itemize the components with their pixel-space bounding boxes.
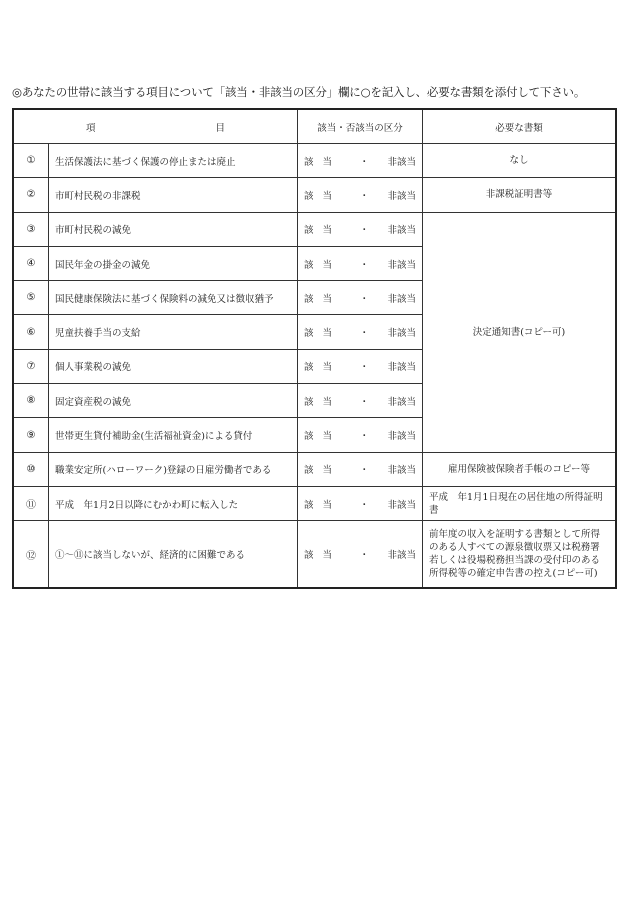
option-not-applicable[interactable]: 非該当 (387, 259, 416, 271)
option-separator: ・ (359, 259, 369, 271)
option-applicable[interactable]: 該当 (304, 156, 342, 168)
option-applicable[interactable]: 該当 (304, 499, 342, 511)
classification-choice[interactable] (298, 246, 423, 280)
row-item: 平成 年1月2日以降にむかわ町に転入した (49, 486, 298, 520)
row-number: ⑫ (13, 521, 49, 588)
classification-choice[interactable] (298, 486, 423, 520)
row-item: 固定資産税の減免 (49, 384, 298, 418)
option-separator: ・ (359, 396, 369, 408)
row-number: ⑨ (13, 418, 49, 452)
option-not-applicable[interactable]: 非該当 (387, 465, 416, 477)
row-number: ③ (13, 212, 49, 246)
option-not-applicable[interactable]: 非該当 (387, 431, 416, 443)
table-row (13, 178, 616, 212)
row-number: ② (13, 178, 49, 212)
instruction-text: ◎あなたの世帯に該当する項目について「該当・非該当の区分」欄に○を記入し、必要な書類を添付して下さい。 (12, 85, 586, 99)
row-item: 国民年金の掛金の減免 (49, 246, 298, 280)
option-applicable[interactable]: 該当 (304, 396, 342, 408)
header-item-left: 項 (85, 122, 96, 134)
header-classification: 該当・否該当の区分 (298, 109, 423, 144)
option-applicable[interactable]: 該当 (304, 225, 342, 237)
option-not-applicable[interactable]: 非該当 (387, 190, 416, 202)
option-applicable[interactable]: 該当 (304, 465, 342, 477)
application-table (12, 108, 617, 589)
option-not-applicable[interactable]: 非該当 (387, 396, 416, 408)
option-not-applicable[interactable]: 非該当 (387, 328, 416, 340)
classification-choice[interactable] (298, 315, 423, 349)
table-header-row (13, 109, 616, 144)
option-applicable[interactable]: 該当 (304, 328, 342, 340)
header-item-right: 目 (215, 122, 226, 134)
row-number: ① (13, 144, 49, 178)
option-applicable[interactable]: 該当 (304, 431, 342, 443)
classification-choice[interactable] (298, 452, 423, 486)
row-number: ⑩ (13, 452, 49, 486)
row-item: 個人事業税の減免 (49, 349, 298, 383)
header-documents: 必要な書類 (423, 109, 617, 144)
row-item: 生活保護法に基づく保護の停止または廃止 (49, 144, 298, 178)
row-item: 職業安定所(ハローワーク)登録の日雇労働者である (49, 452, 298, 486)
row-number: ⑧ (13, 384, 49, 418)
required-document-merged: 決定通知書(コピー可) (423, 212, 617, 452)
table-row (13, 144, 616, 178)
required-document: 平成 年1月1日現在の居住地の所得証明書 (423, 486, 617, 520)
option-separator: ・ (359, 190, 369, 202)
classification-choice[interactable] (298, 144, 423, 178)
required-document: なし (423, 144, 617, 178)
required-document: 雇用保険被保険者手帳のコピー等 (423, 452, 617, 486)
table-row (13, 452, 616, 486)
option-applicable[interactable]: 該当 (304, 190, 342, 202)
option-applicable[interactable]: 該当 (304, 362, 342, 374)
table-row (13, 521, 616, 588)
row-number: ⑪ (13, 486, 49, 520)
option-separator: ・ (359, 499, 369, 511)
option-applicable[interactable]: 該当 (304, 259, 342, 271)
option-separator: ・ (359, 225, 369, 237)
row-number: ⑤ (13, 281, 49, 315)
header-item (13, 109, 298, 144)
row-item: 市町村民税の非課税 (49, 178, 298, 212)
row-number: ④ (13, 246, 49, 280)
row-item: 国民健康保険法に基づく保険料の減免又は徴収猶予 (49, 281, 298, 315)
classification-choice[interactable] (298, 418, 423, 452)
option-separator: ・ (359, 362, 369, 374)
classification-choice[interactable] (298, 178, 423, 212)
option-not-applicable[interactable]: 非該当 (387, 550, 416, 562)
row-number: ⑦ (13, 349, 49, 383)
classification-choice[interactable] (298, 349, 423, 383)
table-row (13, 212, 616, 246)
option-applicable[interactable]: 該当 (304, 550, 342, 562)
required-document: 前年度の収入を証明する書類として所得のある人すべての源泉徴収票又は税務署若しくは役場税務担当課の受付印のある所得税等の確定申告書の控え(コピー可) (423, 521, 617, 588)
table-row (13, 486, 616, 520)
option-applicable[interactable]: 該当 (304, 293, 342, 305)
option-separator: ・ (359, 328, 369, 340)
row-item: 児童扶養手当の支給 (49, 315, 298, 349)
row-item: 市町村民税の減免 (49, 212, 298, 246)
row-number: ⑥ (13, 315, 49, 349)
option-not-applicable[interactable]: 非該当 (387, 293, 416, 305)
option-not-applicable[interactable]: 非該当 (387, 362, 416, 374)
classification-choice[interactable] (298, 281, 423, 315)
option-separator: ・ (359, 293, 369, 305)
option-not-applicable[interactable]: 非該当 (387, 499, 416, 511)
option-separator: ・ (359, 431, 369, 443)
option-not-applicable[interactable]: 非該当 (387, 225, 416, 237)
classification-choice[interactable] (298, 384, 423, 418)
classification-choice[interactable] (298, 521, 423, 588)
row-item: 世帯更生貸付補助金(生活福祉資金)による貸付 (49, 418, 298, 452)
option-separator: ・ (359, 465, 369, 477)
option-separator: ・ (359, 550, 369, 562)
option-not-applicable[interactable]: 非該当 (387, 156, 416, 168)
required-document: 非課税証明書等 (423, 178, 617, 212)
classification-choice[interactable] (298, 212, 423, 246)
row-item: ①～⑪に該当しないが、経済的に困難である (49, 521, 298, 588)
option-separator: ・ (359, 156, 369, 168)
